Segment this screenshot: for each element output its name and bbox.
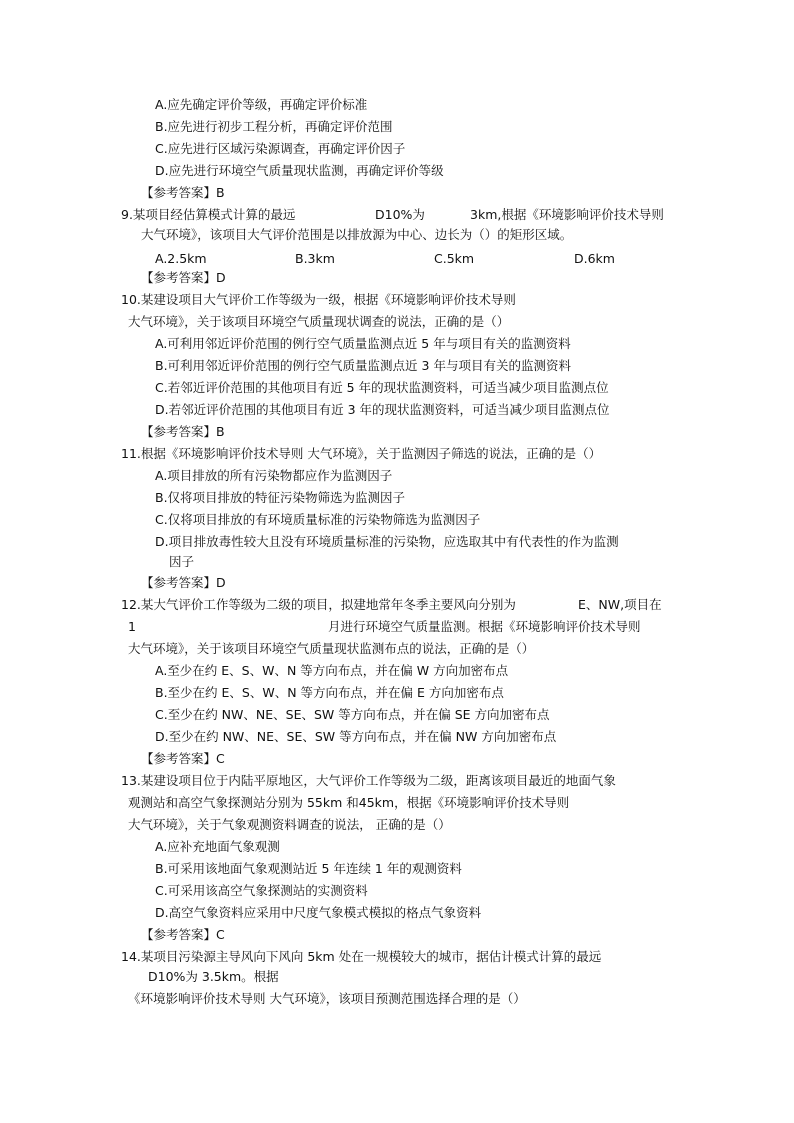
q9-text-part2: D10%为 [375,207,425,222]
q11-option-a: A.项目排放的所有污染物都应作为监测因子 [155,468,393,483]
q12-text-line3: 大气环境》，关于该项目环境空气质量现状监测布点的说法，正确的是（） [128,641,535,656]
q10-option-a: A.可利用邻近评价范围的例行空气质量监测点近 5 年与项目有关的监测资料 [155,336,571,351]
q13-option-d: D.高空气象资料应采用中尺度气象模式模拟的格点气象资料 [155,905,482,920]
q13-option-c: C.可采用该高空气象探测站的实测资料 [155,883,368,898]
q9-option-b: B.3km [295,251,335,266]
q12-text-line1a: 12.某大气评价工作等级为二级的项目，拟建地常年冬季主要风向分别为 [121,597,516,612]
q9-text-part3: 3km,根据《环境影响评价技术导则 [470,207,664,222]
q10-answer: 【参考答案】B [141,424,225,439]
q12-text-line2b: 月进行环境空气质量监测。根据《环境影响评价技术导则 [328,619,641,634]
q13-option-b: B.可采用该地面气象观测站近 5 年连续 1 年的观测资料 [155,861,462,876]
q11-answer: 【参考答案】D [141,575,226,590]
q13-answer: 【参考答案】C [141,927,225,942]
q13-text-line1: 13.某建设项目位于内陆平原地区，大气评价工作等级为二级，距离该项目最近的地面气象 [121,773,616,788]
q12-option-d: D.至少在约 NW、NE、SE、SW 等方向布点，并在偏 NW 方向加密布点 [155,729,557,744]
q13-text-line3: 大气环境》，关于气象观测资料调查的说法， 正确的是（） [128,817,451,832]
q12-text-line2a: 1 [128,619,136,634]
q9-option-a: A.2.5km [155,251,207,266]
q13-text-line2: 观测站和高空气象探测站分别为 55km 和45km，根据《环境影响评价技术导则 [128,795,570,810]
q12-option-a: A.至少在约 E、S、W、N 等方向布点，并在偏 W 方向加密布点 [155,663,509,678]
q10-option-b: B.可利用邻近评价范围的例行空气质量监测点近 3 年与项目有关的监测资料 [155,358,571,373]
q10-option-c: C.若邻近评价范围的其他项目有近 5 年的现状监测资料，可适当减少项目监测点位 [155,380,609,395]
q14-text-line2: D10%为 3.5km。根据 [148,969,279,984]
q8-answer: 【参考答案】B [141,185,225,200]
q9-text-part1: 9.某项目经估算模式计算的最远 [121,207,296,222]
q9-option-d: D.6km [574,251,615,266]
q12-text-line1b: E、NW,项目在 [578,597,662,612]
q10-text-line2: 大气环境》，关于该项目环境空气质量现状调查的说法，正确的是（） [128,314,510,329]
q14-text-line1: 14.某项目污染源主导风向下风向 5km 处在一规模较大的城市，据估计模式计算的最远 [121,949,602,964]
q9-text-line2: 大气环境》，该项目大气评价范围是以排放源为中心、边长为（）的矩形区域。 [141,227,573,242]
q9-option-c: C.5km [434,251,475,266]
q12-option-c: C.至少在约 NW、NE、SE、SW 等方向布点，并在偏 SE 方向加密布点 [155,707,550,722]
q8-option-a: A.应先确定评价等级，再确定评价标准 [155,97,368,112]
q10-text-line1: 10.某建设项目大气评价工作等级为一级，根据《环境影响评价技术导则 [121,292,516,307]
q12-option-b: B.至少在约 E、S、W、N 等方向布点，并在偏 E 方向加密布点 [155,685,504,700]
q14-text-line3: 《环境影响评价技术导则 大气环境》，该项目预测范围选择合理的是（） [128,991,526,1006]
q13-option-a: A.应补充地面气象观测 [155,839,280,854]
q9-answer: 【参考答案】D [141,270,226,285]
q12-answer: 【参考答案】C [141,751,225,766]
q8-option-b: B.应先进行初步工程分析，再确定评价范围 [155,119,393,134]
q11-option-d-continuation: 因子 [169,554,195,569]
q8-option-d: D.应先进行环境空气质量现状监测，再确定评价等级 [155,163,444,178]
q10-option-d: D.若邻近评价范围的其他项目有近 3 年的现状监测资料，可适当减少项目监测点位 [155,402,610,417]
q11-option-b: B.仅将项目排放的特征污染物筛选为监测因子 [155,490,406,505]
q11-option-d: D.项目排放毒性较大且没有环境质量标准的污染物，应选取其中有代表性的作为监测 [155,534,619,549]
q11-option-c: C.仅将项目排放的有环境质量标准的污染物筛选为监测因子 [155,512,481,527]
q11-text-line1: 11.根据《环境影响评价技术导则 大气环境》，关于监测因子筛选的说法，正确的是（） [121,446,602,461]
q8-option-c: C.应先进行区域污染源调查，再确定评价因子 [155,141,406,156]
